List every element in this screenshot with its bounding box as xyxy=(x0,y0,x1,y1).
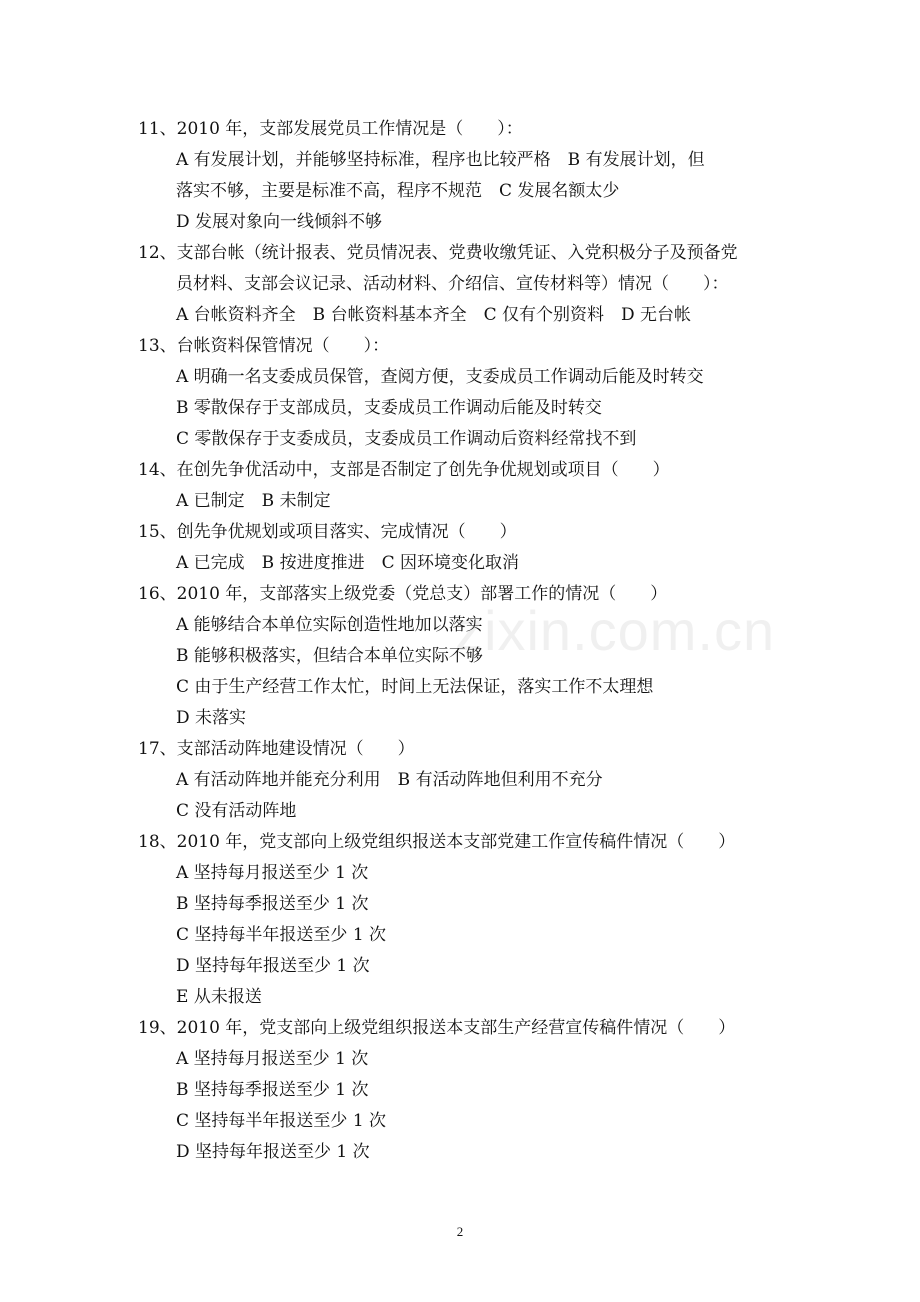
watermark: zixin.com.cn xyxy=(455,599,776,662)
question-line: B 零散保存于支部成员，支委成员工作调动后能及时转交 xyxy=(176,398,602,418)
question-line: 19、2010 年，党支部向上级党组织报送本支部生产经营宣传稿件情况（ ） xyxy=(138,1018,736,1038)
question-15 xyxy=(138,517,798,579)
question-line: C 坚持每半年报送至少 1 次 xyxy=(176,1111,387,1131)
question-line: 员材料、支部会议记录、活动材料、介绍信、宣传材料等）情况（ ）： xyxy=(176,274,729,294)
question-line: 15、创先争优规划或项目落实、完成情况（ ） xyxy=(138,522,517,542)
question-16 xyxy=(138,579,798,734)
question-line: 16、2010 年，支部落实上级党委（党总支）部署工作的情况（ ） xyxy=(138,584,668,604)
question-line: C 由于生产经营工作太忙，时间上无法保证，落实工作不太理想 xyxy=(176,677,654,697)
question-12 xyxy=(138,238,798,331)
question-line: A 有活动阵地并能充分利用 B 有活动阵地但利用不充分 xyxy=(176,770,603,790)
question-line: A 坚持每月报送至少 1 次 xyxy=(176,1049,369,1069)
question-line: B 坚持每季报送至少 1 次 xyxy=(176,894,369,914)
question-line: B 能够积极落实，但结合本单位实际不够 xyxy=(176,646,483,666)
question-line: E 从未报送 xyxy=(176,987,262,1007)
question-line: C 零散保存于支委成员，支委成员工作调动后资料经常找不到 xyxy=(176,429,637,449)
question-line: A 明确一名支委成员保管，查阅方便，支委成员工作调动后能及时转交 xyxy=(176,367,704,387)
question-line: D 坚持每年报送至少 1 次 xyxy=(176,956,370,976)
question-line: 18、2010 年，党支部向上级党组织报送本支部党建工作宣传稿件情况（ ） xyxy=(138,832,736,852)
page-number: 2 xyxy=(456,1224,464,1239)
question-line: D 未落实 xyxy=(176,708,247,728)
question-19 xyxy=(138,1013,798,1168)
question-list xyxy=(138,114,798,1168)
question-line: A 已制定 B 未制定 xyxy=(176,491,331,511)
question-line: 11、2010 年，支部发展党员工作情况是（ ）： xyxy=(138,119,523,139)
question-line: C 没有活动阵地 xyxy=(176,801,297,821)
question-line: 12、支部台帐（统计报表、党员情况表、党费收缴凭证、入党积极分子及预备党 xyxy=(138,243,738,263)
question-line: 落实不够，主要是标准不高，程序不规范 C 发展名额太少 xyxy=(176,181,620,201)
question-line: D 发展对象向一线倾斜不够 xyxy=(176,212,383,232)
question-14 xyxy=(138,455,798,517)
question-line: A 台帐资料齐全 B 台帐资料基本齐全 C 仅有个别资料 D 无台帐 xyxy=(176,305,692,325)
question-18 xyxy=(138,827,798,1013)
question-11 xyxy=(138,114,798,238)
question-line: 13、台帐资料保管情况（ ）： xyxy=(138,336,390,356)
question-line: 14、在创先争优活动中，支部是否制定了创先争优规划或项目（ ） xyxy=(138,460,670,480)
question-line: D 坚持每年报送至少 1 次 xyxy=(176,1142,370,1162)
question-line: B 坚持每季报送至少 1 次 xyxy=(176,1080,369,1100)
question-line: 17、支部活动阵地建设情况（ ） xyxy=(138,739,415,759)
question-17 xyxy=(138,734,798,827)
question-13 xyxy=(138,331,798,455)
question-line: A 有发展计划，并能够坚持标准，程序也比较严格 B 有发展计划，但 xyxy=(176,150,705,170)
question-line: A 已完成 B 按进度推进 C 因环境变化取消 xyxy=(176,553,519,573)
question-line: C 坚持每半年报送至少 1 次 xyxy=(176,925,387,945)
question-line: A 能够结合本单位实际创造性地加以落实 xyxy=(176,615,483,635)
question-line: A 坚持每月报送至少 1 次 xyxy=(176,863,369,883)
